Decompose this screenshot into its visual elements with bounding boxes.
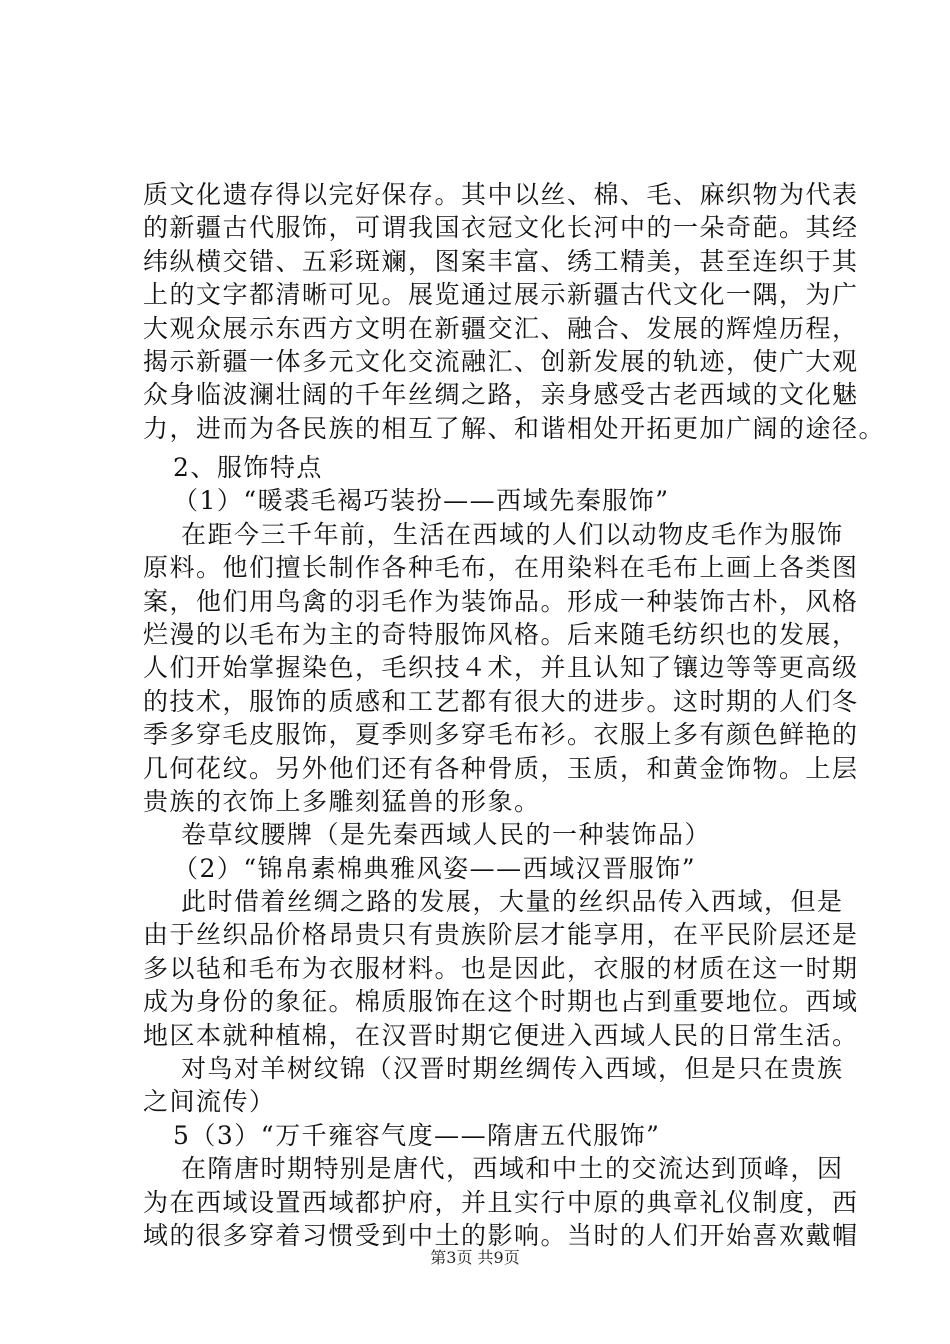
- text-line: 成为身份的象征。棉质服饰在这个时期也占到重要地位。西域: [143, 987, 859, 1017]
- subsection-heading-1: （1）“暖裘毛褐巧装扮——西域先秦服饰”: [173, 486, 670, 516]
- text-line: 由于丝织品价格昂贵只有贵族阶层才能享用，在平民阶层还是: [143, 920, 859, 950]
- text-line: 此时借着丝绸之路的发展，大量的丝织品传入西域，但是: [181, 887, 844, 917]
- text-line: 地区本就种植棉，在汉晋时期它便进入西域人民的日常生活。: [143, 1020, 859, 1050]
- text-line: 烂漫的以毛布为主的奇特服饰风格。后来随毛纺织也的发展，: [143, 619, 859, 649]
- page-footer: 第3页 共9页: [430, 1248, 520, 1267]
- text-line: 多以毡和毛布为衣服材料。也是因此，衣服的材质在这一时期: [143, 953, 859, 983]
- text-line: 揭示新疆一体多元文化交流融汇、创新发展的轨迹，使广大观: [143, 346, 859, 376]
- subsection-heading-3: 5（3）“万千雍容气度——隋唐五代服饰”: [173, 1120, 661, 1150]
- section-heading: 2、服饰特点: [173, 453, 323, 482]
- text-line: 质文化遗存得以完好保存。其中以丝、棉、毛、麻织物为代表: [143, 180, 859, 209]
- text-line: 的技术，服饰的质感和工艺都有很大的进步。这时期的人们冬: [143, 686, 859, 716]
- text-line: 的新疆古代服饰，可谓我国衣冠文化长河中的一朵奇葩。其经: [143, 213, 859, 243]
- text-line: 案，他们用鸟禽的羽毛作为装饰品。形成一种装饰古朴，风格: [143, 586, 859, 616]
- text-line: 上的文字都清晰可见。展览通过展示新疆古代文化一隅，为广: [143, 280, 859, 310]
- image-caption-2-cont: 之间流传）: [143, 1087, 276, 1117]
- text-line: 几何花纹。另外他们还有各种骨质，玉质，和黄金饰物。上层: [143, 753, 859, 783]
- image-caption-2: 对鸟对羊树纹锦（汉晋时期丝绸传入西域，但是只在贵族: [181, 1054, 844, 1084]
- subsection-heading-2: （2）“锦帛素棉典雅风姿——西域汉晋服饰”: [173, 853, 696, 883]
- text-line: 在距今三千年前，生活在西域的人们以动物皮毛作为服饰: [181, 519, 844, 549]
- text-line: 季多穿毛皮服饰，夏季则多穿毛布衫。衣服上多有颜色鲜艳的: [143, 720, 859, 750]
- text-line: 纬纵横交错、五彩斑斓，图案丰富、绣工精美，甚至连织于其: [143, 246, 859, 276]
- intro-paragraph: [143, 178, 886, 445]
- text-line: 为在西域设置西域都护府，并且实行中原的典章礼仪制度，西: [143, 1187, 859, 1217]
- text-line: 贵族的衣饰上多雕刻猛兽的形象。: [143, 786, 541, 816]
- section-block: [143, 451, 859, 1252]
- text-line: 原料。他们擅长制作各种毛布，在用染料在毛布上画上各类图: [143, 553, 859, 583]
- text-line: 域的很多穿着习惯受到中土的影响。当时的人们开始喜欢戴帽: [143, 1220, 859, 1250]
- text-line: 大观众展示东西方文明在新疆交汇、融合、发展的辉煌历程，: [143, 313, 859, 343]
- text-line: 人们开始掌握染色，毛织技４术，并且认知了镶边等等更高级: [143, 653, 859, 683]
- text-line: 众身临波澜壮阔的千年丝绸之路，亲身感受古老西域的文化魅: [143, 380, 859, 410]
- image-caption-1: 卷草纹腰牌（是先秦西域人民的一种装饰品）: [181, 820, 712, 850]
- text-line: 力，进而为各民族的相互了解、和谐相处开拓更加广阔的途径。: [143, 413, 886, 443]
- text-line: 在隋唐时期特别是唐代，西域和中土的交流达到顶峰，因: [181, 1154, 844, 1184]
